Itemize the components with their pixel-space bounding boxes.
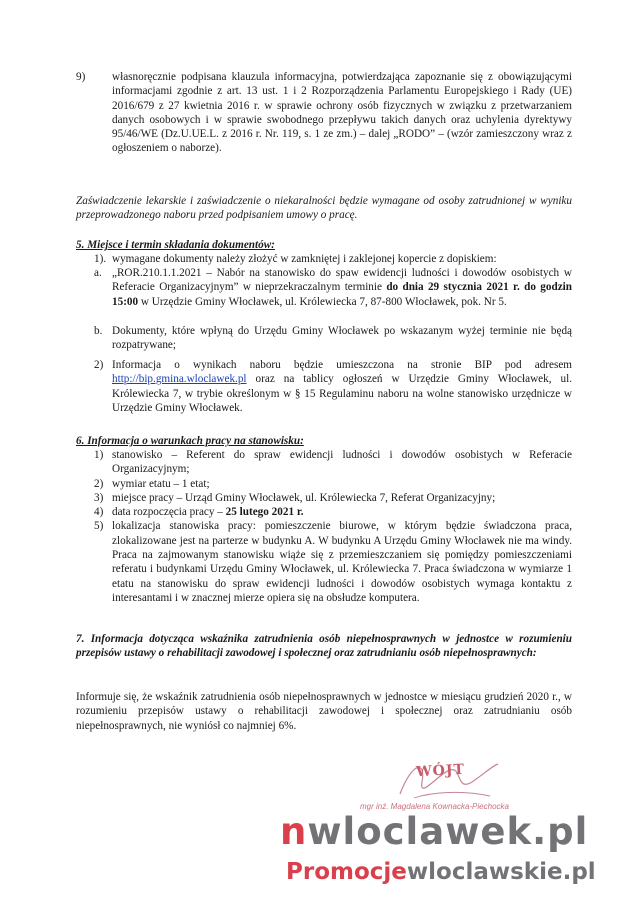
text-fragment: „ROR.210.1.1.2021 – Nabór na stanowisko do spaw ewidencji ludności i dowodów osobistych w Referacie Organizacyjnym” w nieprzekraczalnym terminie: [112, 267, 572, 294]
list-number: 9): [76, 71, 86, 83]
text-fragment: Informacja o wynikach naboru będzie umieszczona na stronie BIP pod adresem: [112, 359, 572, 371]
list-item: [94, 505, 572, 519]
watermark-text: wloclawek.pl: [307, 810, 589, 853]
section-5-item-2: [94, 358, 572, 415]
list-number: 2): [94, 359, 104, 371]
section-5-item-b: [94, 324, 572, 353]
section-5-title: 5. Miejsce i termin składania dokumentów:: [76, 239, 275, 251]
list-number: 3): [94, 491, 104, 504]
section-7-text: Informuje się, że wskaźnik zatrudnienia osób niepełnosprawnych w jednostce w miesiącu grudzień 2020 r., w rozumieniu przepisów ustawy o rehabilitacji zawodowej i społecznej oraz zatrudnianiu osób niepełnosprawnych, nie wyniósł co najmniej 6%.: [76, 691, 572, 732]
section-6-list: [94, 448, 572, 605]
text-fragment: data rozpoczęcia pracy –: [112, 506, 226, 519]
list-item-text: własnoręcznie podpisana klauzula informacyjna, potwierdzająca zapoznanie się z obowiązującymi informacjami zgodnie z art. 13 ust. 1 i 2 Rozporządzenia Parlamentu Europejskiego i Rady (UE) 2016/679 z 27 kwietnia 2016 r. w sprawie ochrony osób fizycznych w związku z przetwarzaniem danych osobowych i w sprawie swobodnego przepływu takich danych oraz uchylenia dyrektywy 95/46/WE (Dz.U.UE.L. z 2016 r. Nr. 119, s. 1 ze zm.) – dalej „RODO” – (wzór zamieszczony wraz z ogłoszeniem o naborze).: [112, 71, 572, 155]
section-5-item-1: [94, 252, 572, 266]
watermark-text: Promocje: [286, 859, 407, 885]
section-7-title: 7. Informacja dotycząca wskaźnika zatrudnienia osób niepełnosprawnych w jednostce w rozumieniu przepisów ustawy o rehabilitacji zawodowej i społecznej oraz zatrudnianiu osób niepełnosprawnych:: [76, 633, 572, 660]
list-item: [94, 448, 572, 477]
list-item-text: Dokumenty, które wpłyną do Urzędu Gminy Włocławek po wskazanym wyżej terminie nie będą rozpatrywane;: [112, 325, 572, 352]
text-fragment: oraz na tablicy ogłoszeń w Urzędzie Gminy Włocławek, ul. Królewiecka 7, w trybie określonym w § 15 Regulaminu naboru na wolne stanowisko urzędnicze w Urzędzie Gminy Włocławek.: [112, 373, 572, 414]
section-6-title: 6. Informacja o warunkach pracy na stanowisku:: [76, 435, 304, 447]
list-item-text: [112, 358, 572, 415]
list-item-text: lokalizacja stanowiska pracy: pomieszczenie biurowe, w którym będzie świadczona praca, zlokalizowane jest na parterze w budynku A. W budynku A Urzędu Gminy Włocławek nie ma windy. Praca na zajmowanym stanowisku wiąże się z przemieszczaniem się pomiędzy pomieszczeniami referatu i budynkami Urzędu Gminy Włocławek, ul. Królewiecka 7. Praca świadczona w wymiarze 1 etatu na stanowisku do spraw ewidencji ludności i dowodów osobistych wymaga kontaktu z interesantami i w znacznej mierze opiera się na obsłudze komputera.: [112, 520, 572, 604]
list-item: [94, 477, 572, 491]
watermark-nwloclawek: [280, 812, 588, 852]
list-item-text: [112, 505, 572, 519]
medical-certificate-note: Zaświadczenie lekarskie i zaświadczenie o niekaralności będzie wymagane od osoby zatrudnionej w wyniku przeprowadzonego naboru przed podpisaniem umowy o pracę.: [76, 195, 572, 222]
watermark-text: n: [280, 810, 308, 853]
list-item-text: wymagane dokumenty należy złożyć w zamkniętej i zaklejonej kopercie z dopiskiem:: [112, 253, 497, 265]
list-number: 1): [94, 449, 104, 461]
list-item-9: [76, 70, 572, 156]
stamp-title: WÓJT: [415, 761, 466, 781]
watermark-text: wloclawskie.pl: [406, 859, 596, 885]
list-item-text: wymiar etatu – 1 etat;: [112, 477, 210, 490]
list-letter: a.: [94, 267, 102, 279]
list-number: 4): [94, 506, 104, 519]
list-number: 5): [94, 520, 104, 533]
bip-link[interactable]: http://bip.gmina.wloclawek.pl: [112, 373, 247, 386]
list-number: 1).: [94, 253, 107, 265]
stamp-name: mgr inż. Magdalena Kownacka-Piechocka: [360, 802, 509, 811]
start-date: 25 lutego 2021 r.: [225, 506, 304, 519]
list-letter: b.: [94, 325, 103, 337]
list-item: [94, 491, 572, 505]
list-item-text: [112, 266, 572, 309]
list-number: 2): [94, 477, 104, 490]
list-item: [94, 519, 572, 605]
section-5-item-a: [94, 266, 572, 309]
deadline-text: do dnia 29 stycznia 2021 r. do godzin 15:00: [112, 281, 572, 308]
list-item-text: miejsce pracy – Urząd Gminy Włocławek, ul. Królewiecka 7, Referat Organizacyjny;: [112, 491, 496, 504]
text-fragment: w Urzędzie Gminy Włocławek, ul. Królewiecka 7, 87-800 Włocławek, pok. Nr 5.: [138, 295, 507, 308]
watermark-promocje: [286, 858, 596, 886]
list-item-text: stanowisko – Referent do spraw ewidencji ludności i dowodów osobistych w Referacie Organizacyjnym;: [112, 449, 572, 476]
